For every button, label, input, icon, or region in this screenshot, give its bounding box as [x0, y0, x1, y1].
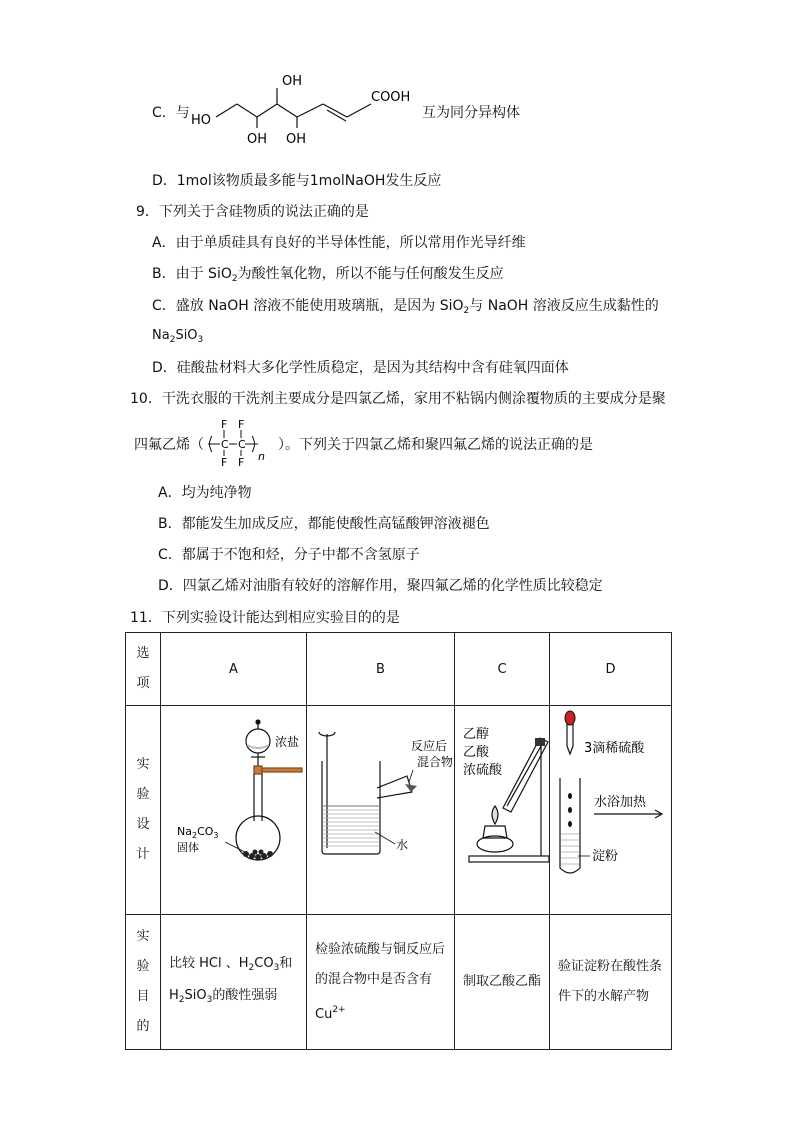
svg-text:F: F: [221, 456, 228, 468]
apparatus-a-cell: [161, 706, 307, 915]
q9-option-a: A．由于单质硅具有良好的半导体性能，所以常用作光导纤维: [152, 235, 526, 251]
q9-option-c: C．盛放 NaOH 溶液不能使用玻璃瓶，是因为 SiO$_2$与 NaOH 溶液反应生成黏性的: [152, 298, 659, 316]
purpose-a-cell: 比较 HCl 、$H_2CO_3$和 $H_2SiO_3$的酸性强弱: [161, 915, 307, 1050]
svg-text:n: n: [258, 450, 265, 463]
svg-text:浓盐: 浓盐: [275, 735, 300, 749]
ptfe-structure: [200, 416, 280, 468]
q8-option-c-prefix: C．与: [152, 105, 190, 121]
q11-stem: 11．下列实验设计能达到相应实验目的的是: [130, 610, 400, 626]
svg-text:F: F: [238, 418, 245, 431]
q8-molecule-structure: [185, 66, 425, 156]
svg-text:浓硫酸: 浓硫酸: [463, 763, 503, 778]
q8-option-d: D．1mol该物质最多能与1molNaOH发生反应: [152, 173, 442, 189]
header-label-cell: 选 项: [126, 633, 161, 706]
q10-stem-line1: 10．干洗衣服的干洗剂主要成分是四氯乙烯，家用不粘锅内侧涂覆物质的主要成分是聚: [130, 391, 666, 407]
apparatus-a-figure: [161, 706, 306, 914]
purpose-c-cell: 制取乙酸乙酯: [455, 915, 550, 1050]
purpose-label-cell: 实 验 目 的: [126, 915, 161, 1050]
q10-option-d: D．四氯乙烯对油脂有较好的溶解作用，聚四氟乙烯的化学性质比较稳定: [158, 578, 603, 594]
q10-option-b: B．都能发生加成反应，都能使酸性高锰酸钾溶液褪色: [158, 516, 490, 532]
table-header-row: [126, 633, 672, 706]
svg-text:C: C: [238, 438, 246, 451]
svg-text:3滴稀硫酸: 3滴稀硫酸: [584, 741, 645, 756]
q10-stem-line2-pre: 四氟乙烯（: [134, 437, 204, 453]
table-purpose-row: [126, 915, 672, 1050]
q9-option-d: D．硅酸盐材料大多化学性质稳定，是因为其结构中含有硅氧四面体: [152, 360, 569, 376]
header-option-b: B: [307, 633, 455, 706]
purpose-b-cell: 检验浓硫酸与铜反应后的混合物中是否含有 $Cu^{2+}$: [307, 915, 455, 1050]
header-option-c: C: [455, 633, 550, 706]
apparatus-d-cell: [550, 706, 672, 915]
apparatus-b-figure: [307, 706, 454, 914]
header-option-a: A: [161, 633, 307, 706]
oh-bottom-1-label: OH: [247, 132, 268, 147]
apparatus-d-figure: [550, 706, 671, 914]
q10-option-c: C．都属于不饱和烃，分子中都不含氢原子: [158, 547, 420, 563]
q11-table: [125, 632, 672, 1050]
q9-option-c-cont: $Na_2SiO_3$: [152, 328, 204, 345]
svg-text:F: F: [221, 418, 228, 431]
oh-top-label: OH: [282, 74, 303, 89]
q9-option-b: B．由于 SiO$_2$为酸性氧化物，所以不能与任何酸发生反应: [152, 266, 504, 284]
q10-stem-line2-post: ）。下列关于四氯乙烯和聚四氟乙烯的说法正确的是: [278, 437, 593, 453]
svg-text:Na2CO3: $Na_2CO_3$: [177, 825, 219, 840]
q8-option-c-suffix: 互为同分异构体: [422, 105, 520, 121]
design-label-cell: 实 验 设 计: [126, 706, 161, 915]
svg-text:水: 水: [396, 838, 409, 852]
table-design-row: [126, 706, 672, 915]
apparatus-b-cell: [307, 706, 455, 915]
oh-bottom-2-label: OH: [286, 132, 307, 147]
svg-text:C: C: [221, 438, 229, 451]
svg-text:反应后: 反应后: [411, 739, 448, 753]
q9-stem: 9．下列关于含硅物质的说法正确的是: [136, 204, 369, 220]
ho-left-label: HO: [191, 113, 212, 128]
svg-text:淀粉: 淀粉: [592, 849, 619, 864]
cooh-label: COOH: [371, 90, 411, 105]
purpose-d-cell: 验证淀粉在酸性条件下的水解产物: [550, 915, 672, 1050]
svg-text:固体: 固体: [177, 841, 199, 854]
svg-text:混合物: 混合物: [417, 755, 454, 769]
svg-text:乙酸: 乙酸: [463, 745, 490, 760]
svg-text:乙醇: 乙醇: [463, 727, 490, 742]
apparatus-c-figure: [455, 706, 549, 914]
svg-text:水浴加热: 水浴加热: [594, 795, 647, 810]
svg-text:F: F: [238, 456, 245, 468]
q10-option-a: A．均为纯净物: [158, 485, 252, 501]
apparatus-c-cell: [455, 706, 550, 915]
header-option-d: D: [550, 633, 672, 706]
